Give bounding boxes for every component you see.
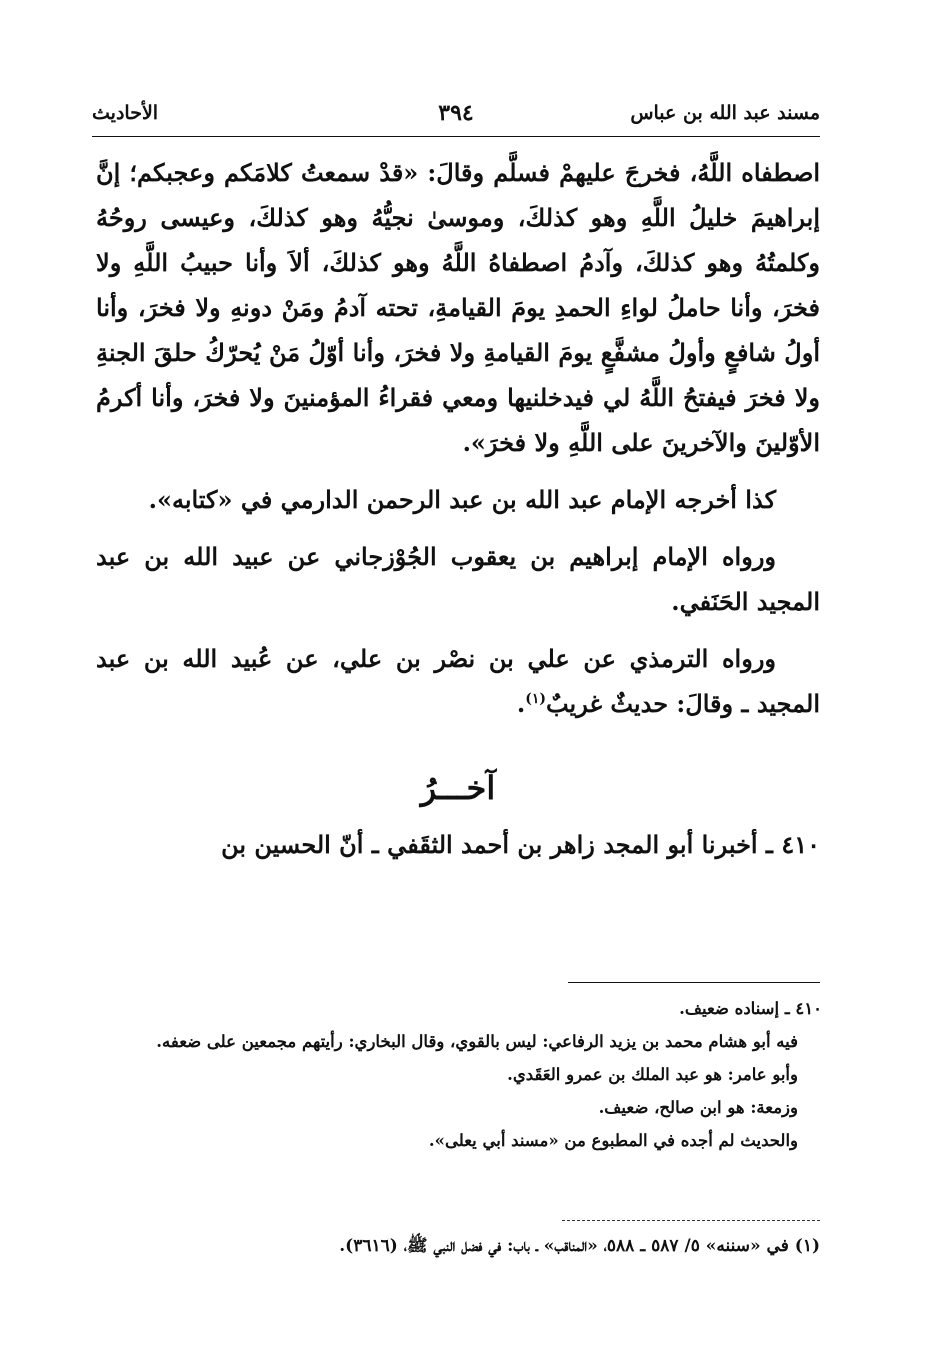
darimi-attribution-paragraph: كذا أخرجه الإمام عبد الله بن عبد الرحمن الدارمي في «كتابه». xyxy=(148,485,776,514)
footnote-1: (١) في «سننه» ٥/ ٥٨٧ ـ ٥٨٨، «المناقب» ـ باب: في فضل النبي ﷺ، (٣٦١٦). xyxy=(339,1236,820,1256)
header-divider xyxy=(92,136,820,137)
footnote-divider xyxy=(562,1220,820,1221)
page-number: ٣٩٤ xyxy=(438,100,474,126)
section-title: الأحاديث xyxy=(92,102,159,124)
notes-divider xyxy=(568,982,820,983)
book-title: مسند عبد الله بن عباس xyxy=(630,102,820,124)
tirmidhi-attribution-paragraph xyxy=(96,636,820,726)
hadith-410-start: ٤١٠ ـ أخبرنا أبو المجد زاهر بن أحمد الثقَفي ـ أنّ الحسين بن xyxy=(221,830,820,859)
hadith-continuation-paragraph: اصطفاه اللَّهُ، فخرجَ عليهمْ فسلَّم وقالَ: «قدْ سمعتُ كلامَكم وعجبكم؛ إنَّ إبراهيمَ خليلُ اللَّهِ وهو كذلكَ، وموسىٰ نجيُّهُ وهو كذلكَ، وعيسى روحُهُ وكلمتُهُ وهو كذلكَ، وآدمُ اصطفاهُ اللَّهُ وهو كذلكَ، ألاَ وأنا حبيبُ اللَّهِ ولا فخرَ، وأنا حاملُ لواءِ الحمدِ يومَ القيامةِ، تحته آدمُ ومَنْ دونهِ ولا فخرَ، وأنا أولُ شافعٍ وأولُ مشفَّعٍ يومَ القيامةِ ولا فخرَ، وأنا أوّلُ مَنْ يُحرّكُ حلقَ الجنةِ ولا فخرَ فيفتحُ اللَّهُ لي فيدخلنيها ومعي فقراءُ المؤمنينَ ولا فخرَ، وأنا أكرمُ الأوّلينَ والآخرينَ على اللَّهِ ولا فخرَ». xyxy=(96,158,820,457)
footnote-reference-1[interactable]: (١) xyxy=(525,691,546,707)
main-text xyxy=(96,150,820,867)
note-line: والحديث لم أجده في المطبوع من «مسند أبي يعلى». xyxy=(428,1131,798,1150)
note-line: فيه أبو هشام محمد بن يزيد الرفاعي: ليس بالقوي، وقال البخاري: رأيتهم مجمعين على ضعفه. xyxy=(156,1032,798,1051)
note-line: ٤١٠ ـ إسناده ضعيف. xyxy=(679,999,822,1018)
paragraph-end: . xyxy=(516,689,526,718)
running-header xyxy=(92,100,820,134)
note-line: وأبو عامر: هو عبد الملك بن عمرو العَقَدي. xyxy=(507,1065,798,1084)
tirmidhi-text: ورواه الترمذي عن علي بن نصْر بن علي، عن عُبيد الله بن عبد المجيد ـ وقالَ: حديثٌ غريبٌ xyxy=(96,644,820,718)
hadith-notes xyxy=(102,992,822,1157)
section-heading: آخـــرُ xyxy=(420,769,496,807)
juzjani-attribution-paragraph: ورواه الإمام إبراهيم بن يعقوب الجُوْزجاني عن عبيد الله بن عبد المجيد الحَنَفي. xyxy=(96,542,820,616)
note-line: وزمعة: هو ابن صالح، ضعيف. xyxy=(598,1098,798,1117)
